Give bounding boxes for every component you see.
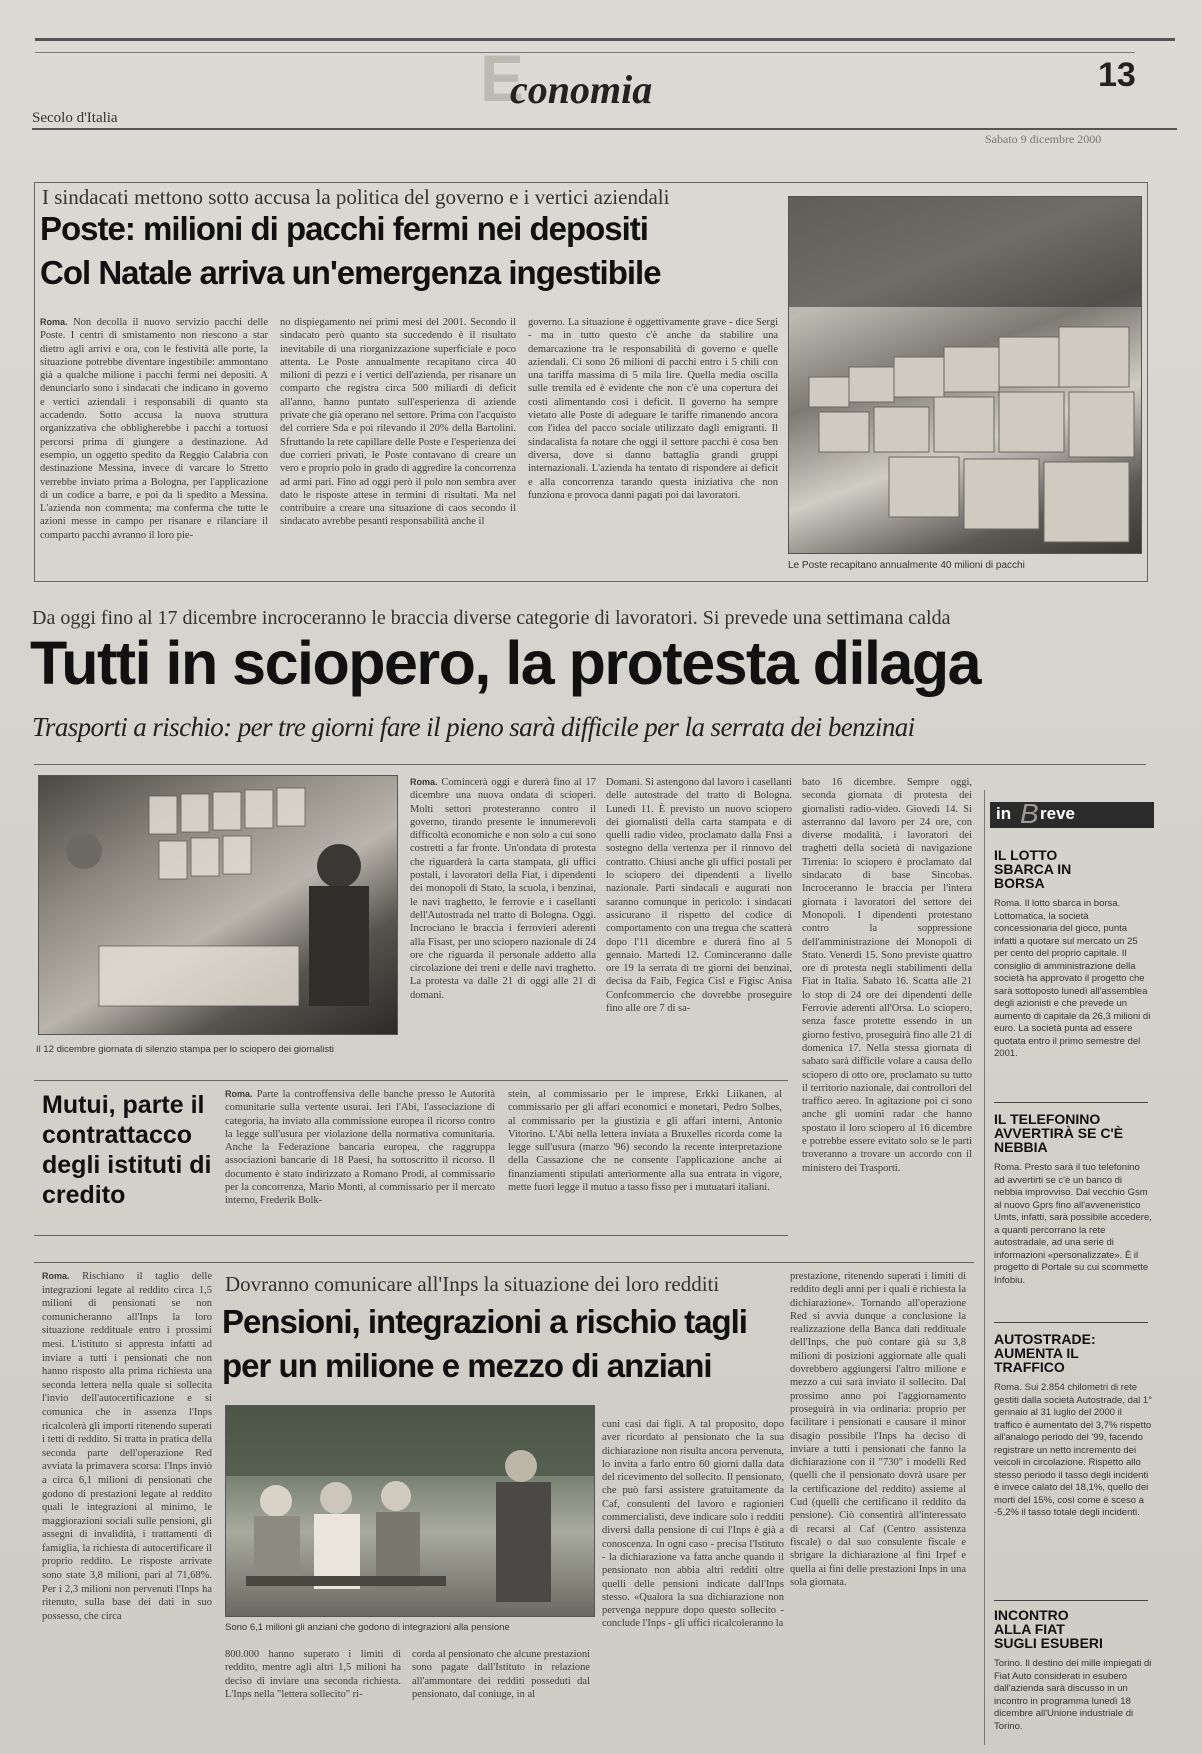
mutui-column-2: stein, al commissario per le imprese, Erkki Liikanen, al commissario per gli affari economici e monetari, Pedro Solbes, al commissario per la giustizia e gli affari interni, Antonio Vitorino. L'Abi nella lettera inviata a Bruxelles ricorda come la legge sull'usura (marzo '96) secondo la recente interpretazione della Cassazione che ne consente l'applicazione anche ai finanziamenti stipulati anteriormente alla sua entrata in vigore, mette fuori legge il mutuo a tasso fisso per i mutuatari italiani.: [508, 1089, 782, 1194]
section-title-initial: E: [480, 41, 525, 115]
poste-column-3: governo. La situazione è oggettivamente grave - dice Sergi - ma in tutto questo c'è anche da stabilire una demarcazione tra le responsabilità di governo e quelle aziendali. Ci sono 26 milioni di pacchi entro i 5 chili con una tariffa massima di 5 mila lire. Quella media oscilla sulle tremila ed è evidente che non c'è una copertura dei costi alimentando così i deficit. Il governo ha sempre vietato alle Poste di adeguare le tariffe rimanendo ancora con l'idea del pacco sociale utilizzato dagli emigranti. Il sindacalista fa notare che oggi il settore pacchi è cosa ben diversa, dove si danno battaglia grandi gruppi internazionali. L'azienda ha tentato di rispondere ai deficit e alla concorrenza tarando questa iniziativa che non funziona e provoca danni pagati poi dai lavoratori.: [528, 317, 778, 501]
breve-header-initial: B: [1020, 798, 1039, 829]
pensioni-kicker: Dovranno comunicare all'Inps la situazione dei loro redditi: [225, 1272, 720, 1296]
paper-name: Secolo d'Italia: [32, 110, 118, 126]
newsstand-photo: [38, 775, 398, 1035]
elderly-photo-caption: Sono 6,1 milioni gli anziani che godono di integrazioni alla pensione: [225, 1622, 510, 1633]
issue-date: Sabato 9 dicembre 2000: [985, 132, 1102, 146]
mutui-col1-text: Parte la controffensiva delle banche presso le Autorità comunitarie sulla vertente usurai. Ieri l'Abi, l'associazione di categoria, ha inviato alla commissione europea il ricorso contro la legge sull'usura per violazione della normativa comunitaria. Anche la Federazione bancaria europea, che raggruppa associazioni bancarie di 18 Paesi, ha sottoscritto il ricorso. Il documento è stato indirizzato a Romano Prodi, al commissario per la concorrenza, Mario Monti, al commissario per il mercato interno, Frederik Bolk-: [225, 1089, 495, 1207]
strike-column-1: [410, 776, 596, 1060]
poste-kicker: I sindacati mettono sotto accusa la politica del governo e i vertici aziendali: [42, 185, 670, 209]
breve-item-title: AUTOSTRADE: AUMENTA IL TRAFFICO: [994, 1331, 1096, 1375]
newsstand-photo-graphic: [39, 776, 397, 1034]
strike-column-2: Domani. Si astengono dal lavoro i casellanti delle autostrade del tratto di Bologna. Lunedì 11. È previsto un nuovo sciopero dei giornalisti della carta stampata e di quelli radio video, proclamato dalla Fnsi a sostegno della vertenza per il rinnovo del contratto. Chiusi anche gli uffici postali per lo sciopero dei dipendenti a livello nazionale. Parti sindacali e augurati non saranno comunque in pericolo: i sindacati assicurano il rispetto del codice di comportamento con una tregua che scatterà dopo l'11 dicembre e durerà fino al 5 gennaio. Martedì 12. Cominceranno dalle ore 19 la serrata di tre giorni dei benzinai, decisa da Faib, Fegica Cisl e Figisc Anisa Confcommercio che dovrebbe proseguire fino alle ore 7 di sa-: [606, 777, 792, 1015]
elderly-photo: [225, 1405, 595, 1617]
breve-item-body: Roma. Sui 2.854 chilometri di rete gestiti dalla società Autostrade, dal 1° gennaio al 31 luglio del 2000 il traffico è aumentato del 3,7% rispetto all'analogo periodo del '99, facendo registrare un netto incremento dei veicoli in circolazione. Rispetto allo stesso periodo il tasso degli incidenti è invece calato del 18,1%, quello dei morti del 15%, così come è sceso a -5,2% il tasso totale degli incidenti.: [994, 1382, 1152, 1518]
pensioni-column-3: corda al pensionato che alcune prestazioni sono pagate dall'Istituto in relazione all'ammontare dei redditi posseduti dal pensionato, dal coniuge, in al: [412, 1649, 590, 1700]
breve-item-title: IL TELEFONINO AVVERTIRÀ SE C'È NEBBIA: [994, 1111, 1124, 1155]
pensioni-column-1: [42, 1270, 212, 1736]
pensioni-column-2: 800.000 hanno superato i limiti di reddito, mentre agli altri 1,5 milioni ha deciso di inviare una seconda richiesta. L'Inps nella "lettera sollecito" ri-: [225, 1649, 401, 1700]
mutui-headline: Mutui, parte il contrattacco degli istituti di credito: [42, 1091, 212, 1209]
breve-divider-1: [994, 1102, 1148, 1103]
poste-column-1: [40, 316, 268, 572]
strike-kicker: Da oggi fino al 17 dicembre incroceranno le braccia diverse categorie di lavoratori. Si prevede una settimana calda: [32, 607, 951, 629]
breve-header: [990, 798, 1154, 829]
page-number: 13: [1098, 56, 1136, 94]
breve-item-title: INCONTRO ALLA FIAT SUGLI ESUBERI: [994, 1607, 1103, 1651]
pensioni-column-5: prestazione, ritenendo superati i limiti di reddito degli anni per i quali è richiesta la dichiarazione». Tornando all'operazione Red si avvia dunque a conclusione la realizzazione della Banca dati reddituale dell'Inps, che può contare già su 3,8 milioni di posizioni aggiornate alle quali dovrebbero aggiungersi l'altro milione e mezzo a cui sarà inviato il sollecito. Dal prossimo anno poi l'aggiornamento proseguirà in via ordinaria: proprio per facilitare i pensionati e causare il minor disagio possibile l'Inps ha deciso di inviare a tutti i pensionati che fanno la dichiarazione con il "730" i modelli Red (quelli che il pensionato dovrà usare per la certificazione del reddito) assieme al Cud (quelli che certificano il reddito da pensione). Ciò consentirà all'interessato di recarsi al Caf (Centro assistenza fiscale) o dal suo consulente fiscale e sbrigare la dichiarazione al fini Irpef e quella ai fini delle prestazioni Inps in una sola giornata.: [790, 1271, 966, 1588]
strike-col1-text: Comincerà oggi e durerà fino al 17 dicembre una nuova ondata di scioperi. Molti settori protesteranno contro il governo, tirando presente le innumerevoli difficoltà economiche e non solo a cui sono costretti a far fronte. Un'ondata di protesta che riguarderà la carta stampata, gli uffici postali, i lavoratori della Fiat, i dipendenti dei monopoli di Stato, la scuola, i benzinai, le navi traghetto, le ferrovie e i casellanti dell'Autostrada nel tratto di Bologna. Oggi. Incrociano le braccia i ferrovieri aderenti alla Fisast, per uno sciopero nazionale di 24 ore che riguarda il personale addetto alla circolazione dei treni e delle navi traghetto. La protesta va dalle 21 di oggi alle 21 di domani.: [410, 777, 596, 1001]
masthead-rule: [32, 128, 1177, 130]
poste-headline-1: Poste: milioni di pacchi fermi nei depositi: [40, 210, 648, 247]
elderly-photo-graphic: [226, 1406, 594, 1616]
top-rule: [35, 38, 1175, 41]
breve-item-2: [994, 1112, 1152, 1312]
pensioni-dateline: Roma.: [42, 1271, 70, 1281]
breve-item-3: [994, 1332, 1152, 1632]
mutui-column-1: [225, 1088, 495, 1228]
poste-dateline: Roma.: [40, 317, 68, 327]
breve-item-title: IL LOTTO SBARCA IN BORSA: [994, 847, 1072, 891]
parcels-photo: [788, 196, 1142, 554]
mutui-dateline: Roma.: [225, 1089, 253, 1099]
poste-column-2: no dispiegamento nei primi mesi del 2001. Secondo il sindacato però quanto sta succedendo è il risultato inevitabile di una riorganizzazione superficiale e poco attenta. Le Poste annualmente recapitano circa 40 milioni di pezzi e i vertici dell'azienda, per risanare un comparto che registra circa 500 miliardi di deficit all'anno, hanno puntato sull'esperienza di aziende private che già operano nel settore. Prima con l'acquisto del corriere Sda e poi rilevando il 20% della Bartolini. Sfruttando la rete capillare delle Poste e l'esperienza dei due corrieri privati, le Poste contavano di creare un vero e proprio polo in grado di aggredire la concorrenza ad armi pari. Fino ad oggi però il polo non sembra aver dato le risposte attese in termini di risultati. Ma nel contribuire a creare una situazione di caos secondo il sindacato avrebbe pesanti responsabilità anche il: [280, 317, 516, 528]
pensioni-headline: Pensioni, integrazioni a rischio tagli per un milione e mezzo di anziani: [222, 1303, 747, 1384]
newsstand-photo-caption: Il 12 dicembre giornata di silenzio stampa per lo sciopero dei giornalisti: [36, 1044, 334, 1055]
strike-rule: [34, 764, 1146, 765]
breve-header-text: reve: [1040, 804, 1075, 823]
breve-item-body: Roma. Presto sarà il tuo telefonino ad avvertirti se c'è un banco di nebbia improvviso. Dal vecchio Gsm al nuovo Gprs fino all'avveneristico Umts, infatti, sarà possibile accedere, a quanti percorrano la rete autostradale, ad una serie di informazioni «personalizzate». È il progetto di Portale su cui scommette Infobiu.: [994, 1162, 1152, 1286]
breve-divider-3: [994, 1600, 1148, 1601]
pensioni-column-4: cuni casi dai figli. A tal proposito, dopo aver ricordato al pensionato che la sua dichiarazione non risulta ancora pervenuta, lo invita a farlo entro 60 giorni dalla data del ricevimento del sollecito. Il pensionato, che può farsi assistere gratuitamente da Caf, consulenti del lavoro e ragionieri commercialisti, deve indicare solo i redditi diversi dalla pensione di cui l'Inps è già a conoscenza. In ogni caso - precisa l'Istituto - la dichiarazione va fatta anche quando il pensionato non abbia altri redditi oltre quelli delle pensioni indicate dall'Inps stesso. «Qualora la sua dichiarazione non pervenga neppure dopo questo sollecito - conclude l'Inps - gli uffici ricalcoleranno la: [602, 1419, 784, 1630]
poste-headline-2: Col Natale arriva un'emergenza ingestibile: [40, 254, 661, 291]
breve-item-body: Torino. Il destino dei mille impiegati di Fiat Auto considerati in esubero dall'azienda sarà discusso in un incontro in programma lunedì 18 dicembre all'Unione industriale di Torino.: [994, 1658, 1152, 1732]
breve-divider-2: [994, 1322, 1148, 1323]
strike-dateline: Roma.: [410, 777, 438, 787]
poste-col1-text: Non decolla il nuovo servizio pacchi delle Poste. I centri di smistamento non riescono a star dietro agli arrivi e ora, con le festività alle porte, la situazione potrebbe diventare ingestibile: ammontano già a qualche milione i pacchi fermi nei depositi. A denunciarlo sono i sindacati che indicano in governo e vertici aziendali i responsabili di quanto sta accadendo. Sotto accusa la nuova struttura organizzativa che obbligherebbe i pacchi a tortuosi percorsi prima di giungere a destinazione. Ad esempio, un oggetto spedito da Reggio Calabria con destinazione Messina, invece di varcare lo Stretto verrebbe inviato prima a Bologna, per l'applicazione di un codice a barre, e poi da lì spedito a Messina. L'azienda non commenta; ma conferma che tutte le azioni messe in campo per risanare e rilanciare il comparto pacchi avranno il loro pie-: [40, 317, 268, 541]
breve-item-body: Roma. Il lotto sbarca in borsa. Lottomatica, la società concessionaria del gioco, punta infatti a quotare sul mercato un 25 per cento del proprio capitale. Il consiglio di amministrazione della società ha approvato il progetto che sarà sottoposto lunedì all'assemblea degli azionisti e che prevede un aumento di capitale da 26,3 milioni di euro. La società punta ad essere quotata entro il primo semestre del 2001.: [994, 898, 1151, 1059]
section-title-text: conomia: [510, 67, 653, 112]
parcels-photo-caption: Le Poste recapitano annualmente 40 milioni di pacchi: [788, 560, 1025, 571]
section-title: [480, 41, 666, 118]
strike-subhead: Trasporti a rischio: per tre giorni fare il pieno sarà difficile per la serrata dei benzinai: [32, 712, 915, 742]
breve-item-4: [994, 1608, 1152, 1738]
pensioni-rule: [34, 1262, 974, 1263]
pensioni-col1-text: Rischiano il taglio delle integrazioni legate al reddito circa 1,5 milioni di pensionati se non comunicheranno all'Inps la loro situazione reddituale entro i prossimi mesi. L'istituto si appresta infatti ad inviare a tutti i pensionati che non hanno risposto alla prima richiesta una seconda lettera nella quale si sollecita l'invio dell'autocertificazione e si comunica che in assenza l'Inps ricalcolerà gli importi ritenendo superati i tetti di reddito. Si tratta in pratica della seconda parte dell'operazione Red avviata la primavera scorsa: l'Inps inviò a circa 6,1 milioni di pensionati che godono di prestazioni legate al reddito quali le integrazioni al minimo, le maggiorazioni sociali sulle pensioni, gli assegni di invalidità, i trattamenti di famiglia, la richiesta di autocertificare il proprio reddito. Le risposte arrivate sono state 3,8 milioni, pari al 71,68%. Per i 2,3 milioni non pervenuti l'Inps ha ritenuto, sulla base dei dati in suo possesso, che circa: [42, 1271, 212, 1622]
strike-headline: Tutti in sciopero, la protesta dilaga: [30, 629, 981, 697]
breve-item-1: [994, 848, 1152, 1134]
strike-column-3: bato 16 dicembre. Sempre oggi, seconda giornata di protesta dei giornalisti radio-video. Giovedì 14. Si asterranno dal lavoro per 24 ore, con diverse modalità, i lavoratori dei traghetti della società di navigazione Tirrenia: lo sciopero è proclamato dal sindacato di base Sincobas. Incroceranno le braccia per l'intera giornata i lavoratori del settore dei Monopoli. I dipendenti protestano contro la soppressione dell'amministrazione dei Monopoli di Stato. Venerdì 15. Sono previste quattro ore di protesta negli stabilimenti della Fiat in Italia. Sabato 16. Scatta alle 21 lo stop di 24 ore dei dipendenti delle Ferrovie aderenti all'Orsa. Lo sciopero, senza fasce protette essendo in un giorno festivo, proseguirà fino alle 21 di domenica 17. Nella stessa giornata di sabato sarà difficile volare a causa dello sciopero di otto ore, proclamato su tutto il territorio nazionale, dai controllori del traffico aereo. In agitazione poi ci sono anche gli uomini radar che hanno spostato il loro sciopero al 16 dicembre e potrebbe essere evitato solo se le parti troveranno a trovare un accordo con il ministero dei Trasporti.: [802, 777, 972, 1174]
parcels-photo-graphic: [789, 197, 1141, 553]
breve-header-pre: in: [996, 804, 1012, 823]
